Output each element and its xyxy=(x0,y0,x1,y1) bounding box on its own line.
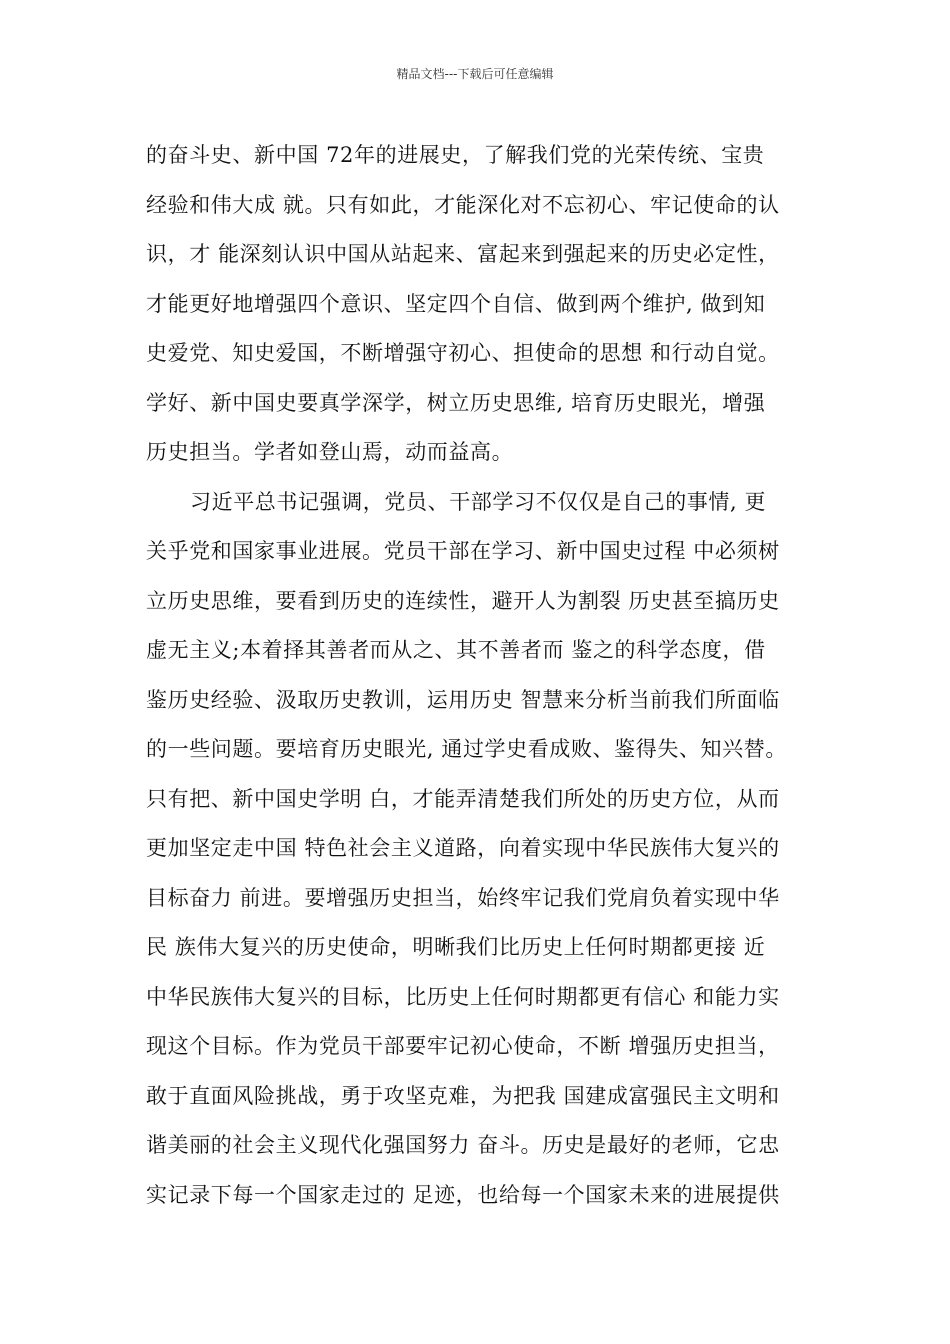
text-line: 实记录下每一个国家走过的 足迹，也给每一个国家未来的进展提供 xyxy=(146,1182,780,1207)
text-line: 民 族伟大复兴的历史使命，明晰我们比历史上任何时期都更接 近 xyxy=(146,935,766,959)
text-line: 只有把、新中国史学明 白，才能弄清楚我们所处的历史方位，从而 xyxy=(146,786,780,811)
text-line: 立历史思维，要看到历史的连续性，避开人为割裂 历史甚至搞历史 xyxy=(146,588,780,613)
text-line: 目标奋力 前进。要增强历史担当，始终牢记我们党肩负着实现中华 xyxy=(146,885,780,910)
paragraph-1 xyxy=(146,131,826,478)
text-line: 鉴历史经验、汲取历史教训，运用历史 智慧来分析当前我们所面临 xyxy=(146,687,780,712)
text-line: 史爱党、知史爱国，不断增强守初心、担使命的思想 和行动自觉。 xyxy=(146,341,780,365)
text-line: 虚无主义;本着择其善者而从之、其不善者而 鉴之的科学态度，借 xyxy=(146,638,766,662)
page-header: 精品文档---下载后可任意编辑 xyxy=(396,67,554,81)
document-body xyxy=(146,131,826,1220)
text-line: 习近平总书记强调，党员、干部学习不仅仅是自己的事情, 更 xyxy=(190,489,767,514)
text-line: 识，才 能深刻认识中国从站起来、富起来到强起来的历史必定性， xyxy=(146,242,780,266)
text-line: 经验和伟大成 就。只有如此，才能深化对不忘初心、牢记使命的认 xyxy=(146,192,780,217)
text-line: 的一些问题。要培育历史眼光, 通过学史看成败、鉴得失、知兴替。 xyxy=(146,737,787,761)
text-line: 更加坚定走中国 特色社会主义道路，向着实现中华民族伟大复兴的 xyxy=(146,836,780,860)
text-line: 中华民族伟大复兴的目标，比历史上任何时期都更有信心 和能力实 xyxy=(146,984,780,1009)
text-line: 的奋斗史、新中国 72年的进展史，了解我们党的光荣传统、宝贵 xyxy=(146,143,765,167)
text-line: 谐美丽的社会主义现代化强国努力 奋斗。历史是最好的老师，它忠 xyxy=(146,1133,780,1157)
text-line: 学好、新中国史要真学深学，树立历史思维, 培育历史眼光，增强 xyxy=(146,390,766,415)
paragraph-2 xyxy=(146,478,826,1221)
text-line: 敢于直面风险挑战，勇于攻坚克难，为把我 国建成富强民主文明和 xyxy=(146,1083,780,1108)
text-line: 现这个目标。作为党员干部要牢记初心使命，不断 增强历史担当， xyxy=(146,1034,780,1058)
text-line: 历史担当。学者如登山焉，动而益高。 xyxy=(146,440,514,464)
text-line: 关乎党和国家事业进展。党员干部在学习、新中国史过程 中必须树 xyxy=(146,539,780,563)
text-line: 才能更好地增强四个意识、坚定四个自信、做到两个维护, 做到知 xyxy=(146,291,766,316)
